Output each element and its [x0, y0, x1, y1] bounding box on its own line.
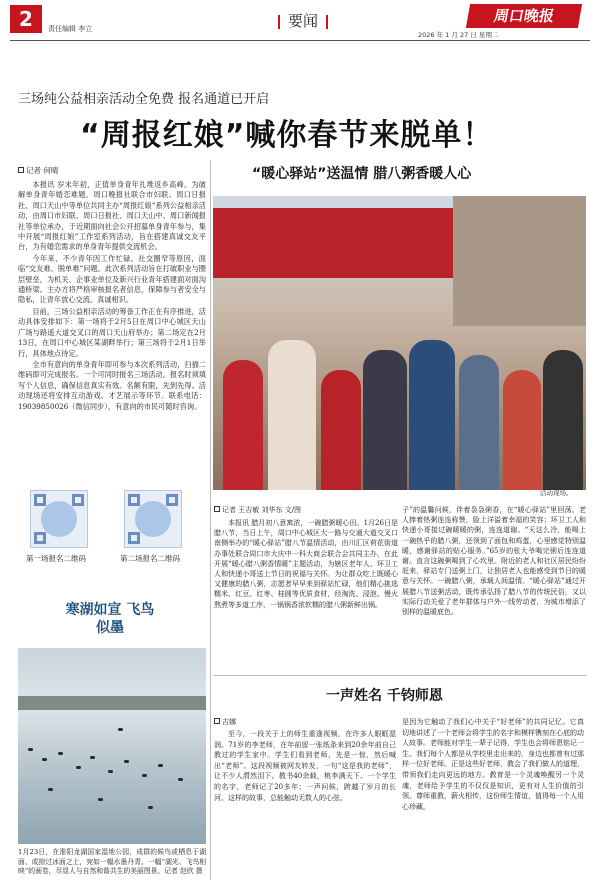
lake-feature-title: 寒湖如宣 飞鸟似墨 [65, 602, 155, 636]
teacher-paragraph: 至今，一段关于上的师生重逢视频，在许多人眼眶湿润。71岁的李老师，在年前留一张纸条来到20余年前自己教过的学生家中。学生们看到老师，先是一惊，然后喊出“老师”。这段视频被网友转发，一句“这是我的老师”，让不少人潸然泪下。教书40余载，桃李满天下。一个学生的名字，老师记了20多年；一声问候，跨越了岁月的长河。这样的故事，总能触动无数人的心弦。 [214, 730, 396, 802]
photo-person [503, 370, 541, 490]
qr-corner-icon [166, 494, 178, 506]
bird-icon [142, 774, 147, 777]
bird-icon [48, 788, 53, 791]
header-rule [10, 40, 590, 41]
activity-photo [213, 196, 586, 490]
lead-kicker: 三场纯公益相亲活动全免费 报名通道已开启 [18, 92, 270, 107]
lead-paragraph: 目前，三场公益相亲活动的筹备工作正在有序推进，活动具体安排如下：第一场将于2月5日在周口中心城区天山广场与路遥大道交叉口的周口天山府举办；第二场定在2月13日，在周口中心城区某湖畔举行；第三场将于2月1日举行，具体地点待定。 [18, 306, 206, 358]
photo-person [363, 350, 407, 490]
qr-logo-icon [41, 501, 77, 537]
bird-icon [98, 798, 103, 801]
column-divider [210, 160, 211, 880]
bird-icon [178, 778, 183, 781]
byline-box-icon [214, 718, 220, 724]
winter-byline-text: 记者 王吉敏 刘华东 文/图 [222, 506, 302, 514]
bird-icon [108, 770, 113, 773]
teacher-body-col2 [402, 717, 584, 812]
lake-photo [18, 648, 206, 844]
byline-box-icon [214, 506, 220, 512]
section-bar-left [278, 15, 280, 29]
page-number: 2 [10, 5, 42, 33]
qr-corner-icon [34, 532, 46, 544]
winter-byline [214, 505, 301, 515]
qr-corner-icon [128, 532, 140, 544]
qr-code-2[interactable] [124, 490, 182, 548]
lead-paragraph: 今年来，不少青年因工作忙碌、社交圈窄等原因，面临“交友难、脱单难”问题。此次系列活动旨在打破职业与圈层壁垒，为机关、企事业单位及新兴行业青年搭建面对面沟通桥梁。主办方将严格审核报名者信息，保障参与者安全与隐私，让青年放心交流、真诚相识。 [18, 253, 206, 305]
teacher-byline-text: 吉娜 [222, 718, 236, 726]
bird-icon [148, 806, 153, 809]
photo-caption: 活动现场。 [540, 489, 573, 497]
bird-icon [42, 758, 47, 761]
lead-headline: “周报红娘”喊你春节来脱单！ [80, 118, 494, 153]
lead-paragraph: 全市有意向的单身青年即可参与本次系列活动，扫描二维码即可完成报名。一个可同时报名三场活动。报名时须填写个人信息，确保信息真实有效。名额有限，先到先得。活动现场还将安排互动游戏、才艺展示等环节。联系电话：19039850026（微信同步），有意向的市民可随时咨询。 [18, 359, 206, 411]
teacher-feature-title: 一声姓名 千钧师恩 [326, 688, 443, 704]
page-header [0, 0, 600, 38]
byline-box-icon [18, 167, 24, 173]
section-label: 要闻 [287, 12, 318, 30]
section-title [248, 10, 358, 31]
section-divider [213, 675, 586, 676]
photo-person [223, 360, 263, 490]
qr-caption-2: 第二场报名二维码 [120, 554, 180, 563]
bird-icon [124, 760, 129, 763]
teacher-byline [214, 717, 236, 727]
lake-caption: 1月23日，在淮阳龙湖国家湿地公园，成群的候鸟或栖息于湖面、或掠过冰面之上，宛如一幅水墨丹青。一幅“湖光、飞鸟相映”的画卷，尽显人与自然和谐共生的美丽图景。记者 赵欣 摄 [18, 848, 206, 876]
winter-feature-title: “暖心驿站”送温情 腊八粥香暖人心 [252, 166, 472, 182]
lake-shore [18, 696, 206, 710]
qr-corner-icon [128, 494, 140, 506]
bird-icon [118, 728, 123, 731]
lead-paragraph: 本报讯 岁末年初，正值单身青年扎堆返乡高峰。为破解单身青年婚恋难题，周口晚报社联合市妇联、周口日报社、周口天山中等单位共同主办“周报红娘”系列公益相亲活动，由周口市妇联、周口日报社、周口天山中、周口新闻报社等单位承办，于近期面向社会公开招募单身青年参与，集中开展“周报红娘”工作室系列活动，旨在搭建真诚交友平台，为有婚恋需求的单身青年提供交流机会。 [18, 180, 206, 252]
winter-body-col1 [214, 518, 398, 610]
qr-caption-1: 第一场报名二维码 [26, 554, 86, 563]
lead-byline [18, 165, 58, 176]
teacher-paragraph: 是因为它触动了我们心中关于“好老师”的共同记忆。它真切地讲述了一个老师会将学生的名字和模样镌刻在心底的动人故事。老师能对学生一辈子记得，学生也会将师恩铭记一生。我们每个人都是从学校里走出来的，身边也都曾有过那样一位好老师。正是这些好老师，教会了我们做人的道理，带领我们走向更远的地方。教育是一个灵魂唤醒另一个灵魂，老师给予学生的不仅仅是知识，更有对人生价值的引领。尊师重教，薪火相传，这份师生情谊，值得每一个人用心珍藏。 [402, 718, 584, 811]
editor-credit: 责任编辑 李立 [48, 25, 93, 33]
station-sign [213, 208, 453, 278]
photo-person [321, 370, 361, 490]
teacher-body-col1 [214, 729, 396, 803]
issue-date: 2026 年 1 月 27 日 星期二 [418, 31, 499, 39]
lead-body [18, 180, 206, 413]
winter-paragraph: 子”的温馨问候，伴着袅袅粥香，在“暖心驿站”里回荡。老人捧着热粥连连称赞，脸上洋溢着幸福的笑容；环卫工人和快递小哥接过碗暖暖的粥，连连道谢。“天这么冷，能喝上一碗热乎的腊八粥，还领到了面包和鸡蛋，心里感觉特别温暖，感谢驿站的贴心服务。”65岁的张大爷喝完粥后连连道谢。直言这碗粥喝到了心坎里。附近的老人和社区居民纷纷赶来，驿站专门送粥上门，让独居老人也能感受到节日的暖意与关怀。一碗腊八粥，承载人间温情。“暖心驿站”通过开展腊八节送粥活动，既传承弘扬了腊八节的传统民俗，又以实际行动关爱了老年群体与户外一线劳动者，为城市增添了别样的温暖底色。 [402, 506, 586, 617]
bird-icon [90, 756, 95, 759]
bird-icon [158, 764, 163, 767]
photo-building [453, 196, 586, 326]
qr-code-1[interactable] [30, 490, 88, 548]
photo-person [543, 350, 583, 490]
photo-person [409, 340, 455, 490]
lead-byline-text: 记者 何晴 [26, 166, 59, 175]
winter-body-col2 [402, 505, 586, 617]
newspaper-logo: 周口晚报 [466, 4, 582, 28]
qr-logo-icon [135, 501, 171, 537]
bird-icon [28, 748, 33, 751]
bird-icon [76, 766, 81, 769]
bird-icon [58, 752, 63, 755]
photo-person [459, 355, 499, 490]
qr-corner-icon [72, 494, 84, 506]
winter-paragraph: 本报讯 腊月初八意寓浓，一碗腊粥暖心田。1月26日是腊八节，当日上午，周口中心城区大一路与交通大道交叉口南侧举办的“暖心驿站”腊八节温情活动，由川汇区荷花街道办事处联合周口市大庆中一科大商会联合会共同主办，在此开展“暖心腊八粥香情暖”主题活动，为辖区老年人、环卫工人和快递小哥送上节日的祝福与关怀。为让群众吃上既暖心又健康的腊八粥，志愿者早早来到驿站忙碌，他们精心挑选糯米、红豆、红枣、桂圆等优质食材，经淘洗、浸泡、慢火熬煮等多道工序，一锅锅香浓软糯的腊八粥新鲜出锅。 [214, 519, 398, 609]
section-bar-right [326, 15, 328, 29]
qr-corner-icon [34, 494, 46, 506]
photo-person [268, 340, 316, 490]
